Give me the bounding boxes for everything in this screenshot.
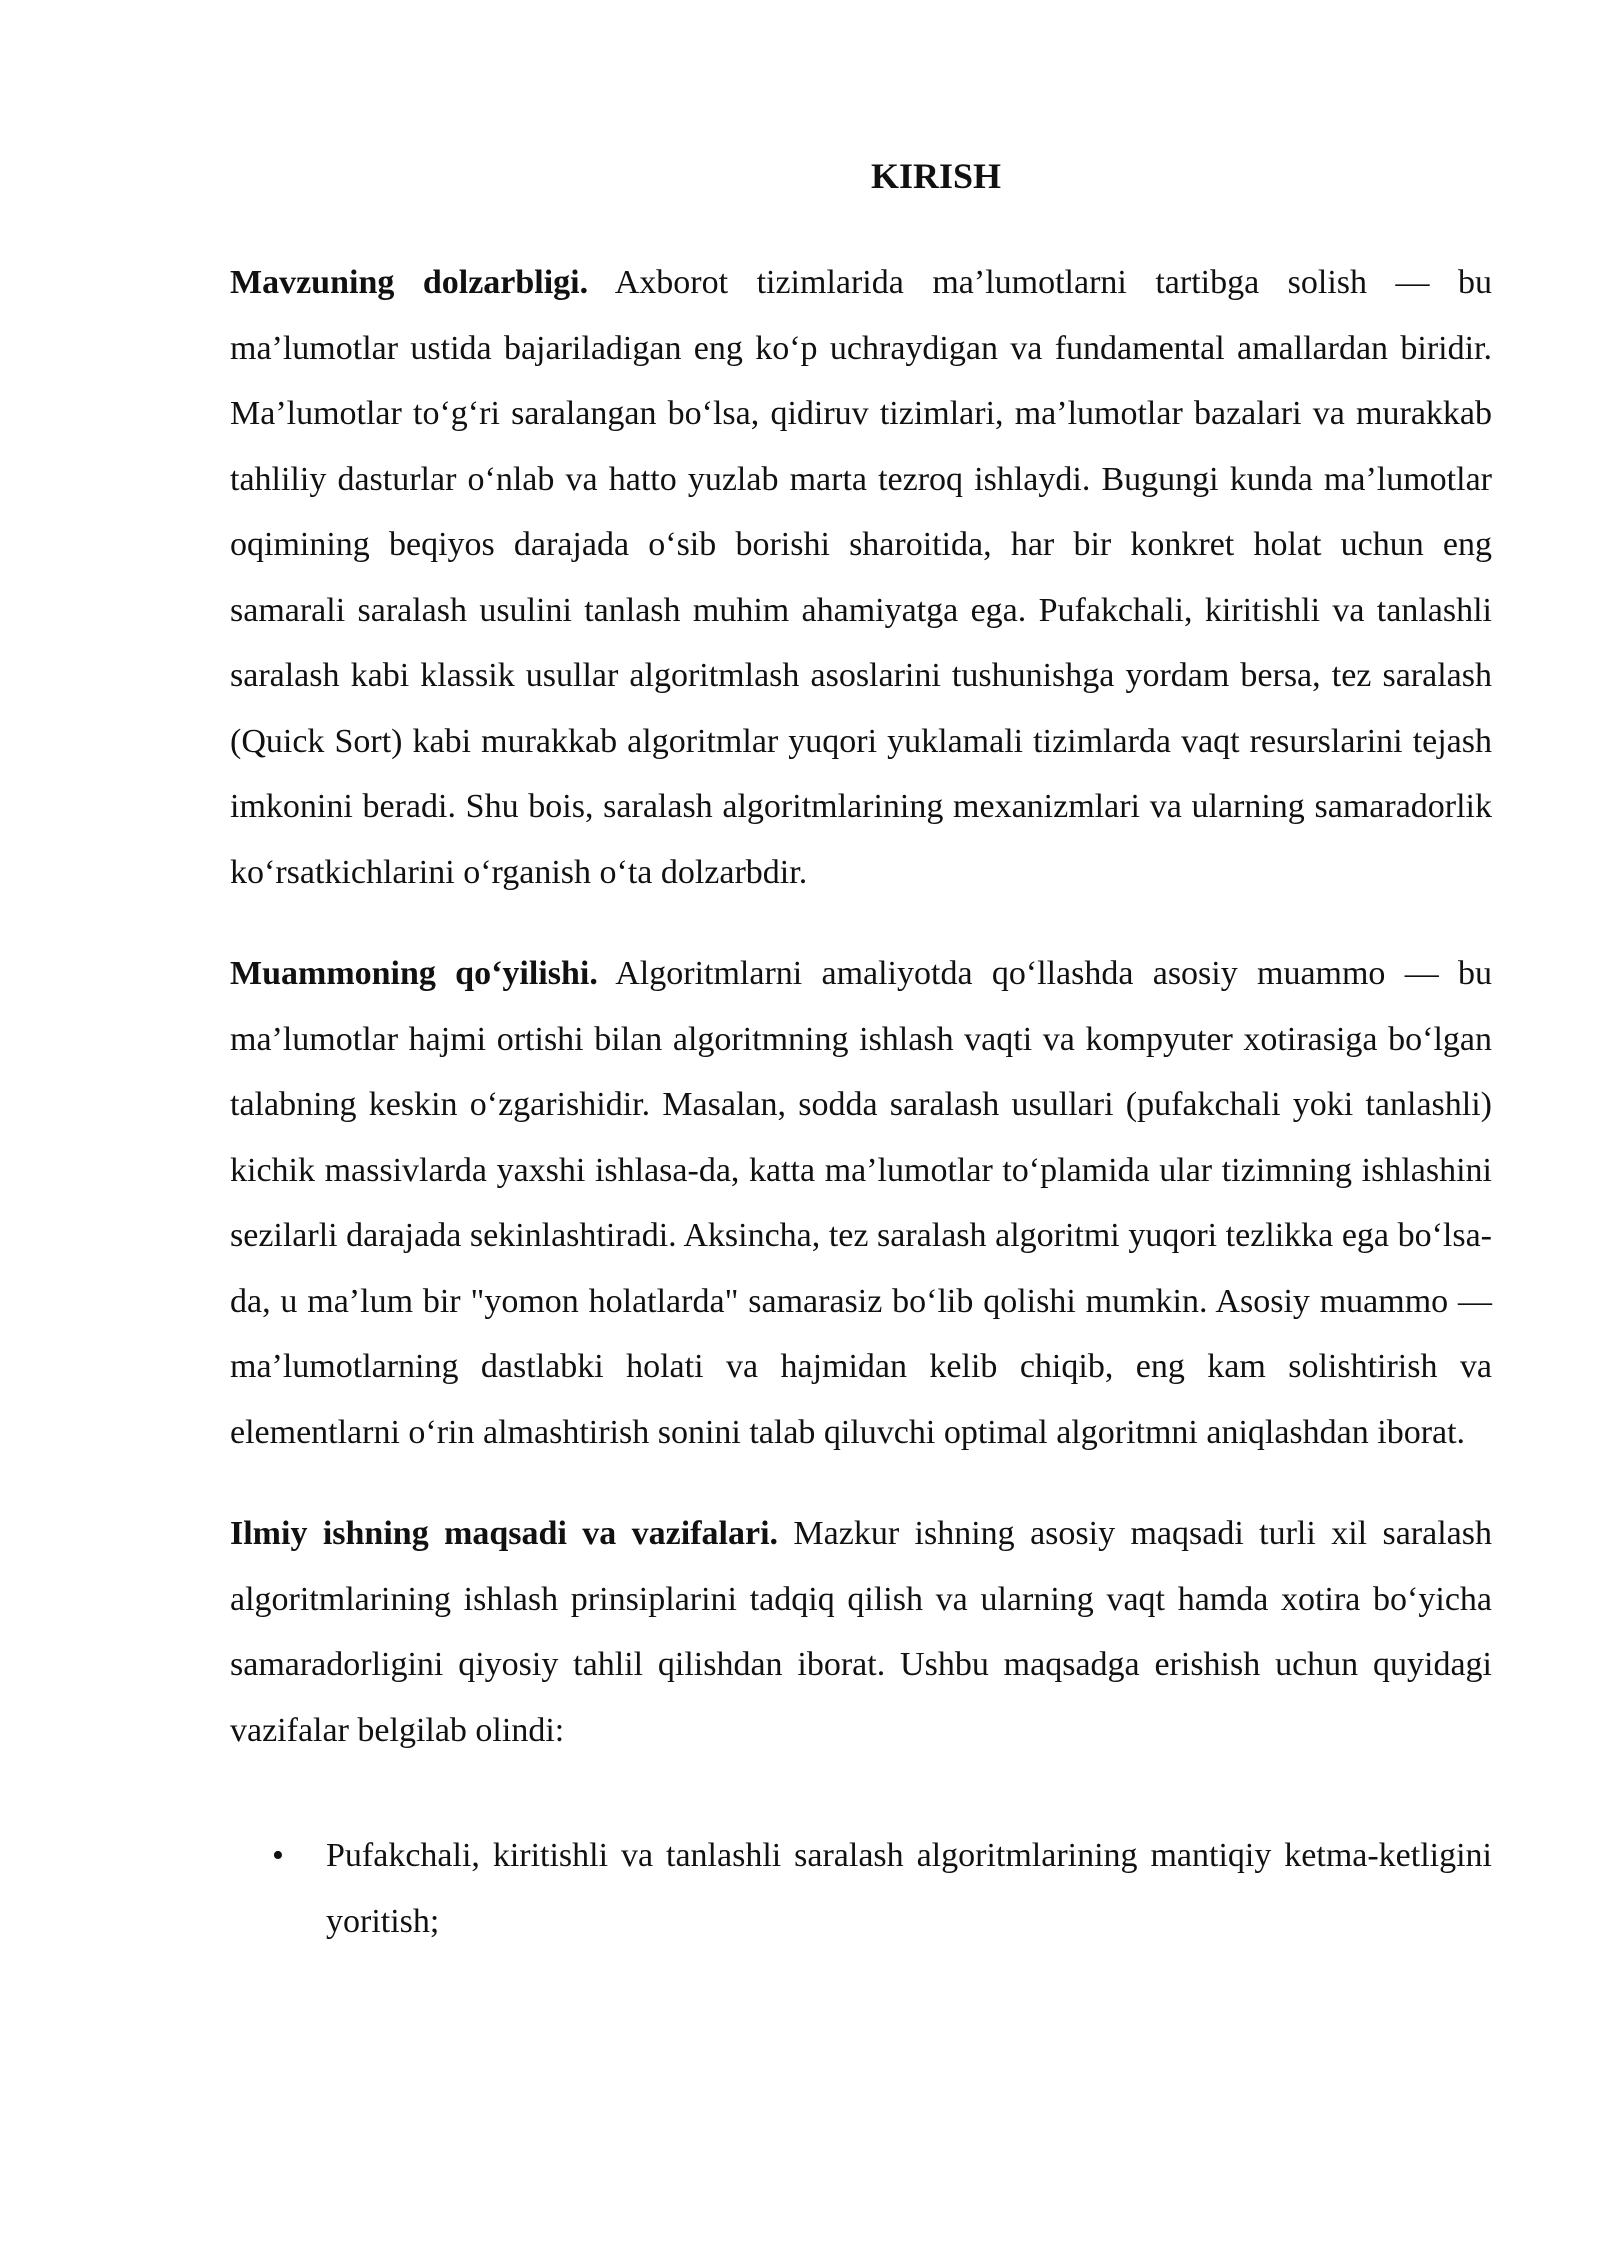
section-heading: Mavzuning dolzarbligi. xyxy=(230,264,589,301)
section-problem xyxy=(230,941,1492,1465)
task-list xyxy=(230,1823,1492,1954)
section-heading: Muammoning qo‘yilishi. xyxy=(230,955,598,992)
section-heading: Ilmiy ishning maqsadi va vazifalari. xyxy=(230,1515,779,1552)
task-text: Pufakchali, kiritishli va tanlashli saralash algoritmlarining mantiqiy ketma-ketligini yoritish; xyxy=(326,1837,1492,1940)
section-text: Axborot tizimlarida ma’lumotlarni tartibga solish — bu ma’lumotlar ustida bajariladigan eng ko‘p uchraydigan va fundamental amallardan biridir. Ma’lumotlar to‘g‘ri saralangan bo‘lsa, qidiruv tizimlari, ma’lumotlar bazalari va murakkab tahliliy dasturlar o‘nlab va hatto yuzlab marta tezroq ishlaydi. Bugungi kunda ma’lumotlar oqimining beqiyos darajada o‘sib borishi sharoitida, har bir konkret holat uchun eng samarali saralash usulini tanlash muhim ahamiyatga ega. Pufakchali, kiritishli va tanlashli saralash kabi klassik usullar algoritmlash asoslarini tushunishga yordam bersa, tez saralash (Quick Sort) kabi murakkab algoritmlar yuqori yuklamali tizimlarda vaqt resurslarini tejash imkonini beradi. Shu bois, saralash algoritmlarining mexanizmlari va ularning samaradorlik ko‘rsatkichlarini o‘rganish o‘ta dolzarbdir. xyxy=(230,264,1493,891)
section-goals xyxy=(230,1501,1492,1763)
page-title: KIRISH xyxy=(870,156,1002,196)
bullet-icon: • xyxy=(272,1837,284,1874)
section-text: Algoritmlarni amaliyotda qo‘llashda asosiy muammo — bu ma’lumotlar hajmi ortishi bilan algoritmning ishlash vaqti va kompyuter xotirasiga bo‘lgan talabning keskin o‘zgarishidir. Masalan, sodda saralash usullari (pufakchali yoki tanlashli) kichik massivlarda yaxshi ishlasa-da, katta ma’lumotlar to‘plamida ular tizimning ishlashini sezilarli darajada sekinlashtiradi. Aksincha, tez saralash algoritmi yuqori tezlikka ega bo‘lsa-da, u ma’lum bir "yomon holatlarda" samarasiz bo‘lib qolishi mumkin. Asosiy muammo — ma’lumotlarning dastlabki holati va hajmidan kelib chiqib, eng kam solishtirish va elementlarni o‘rin almashtirish sonini talab qiluvchi optimal algoritmni aniqlashdan iborat. xyxy=(230,955,1492,1451)
section-relevance xyxy=(230,250,1492,905)
document-page xyxy=(230,150,1492,1954)
list-item xyxy=(230,1823,1492,1954)
section-text: Mazkur ishning asosiy maqsadi turli xil saralash algoritmlarining ishlash prinsiplarini tadqiq qilish va ularning vaqt hamda xotira bo‘yicha samaradorligini qiyosiy tahlil qilishdan iborat. Ushbu maqsadga erishish uchun quyidagi vazifalar belgilab olindi: xyxy=(230,1515,1492,1749)
